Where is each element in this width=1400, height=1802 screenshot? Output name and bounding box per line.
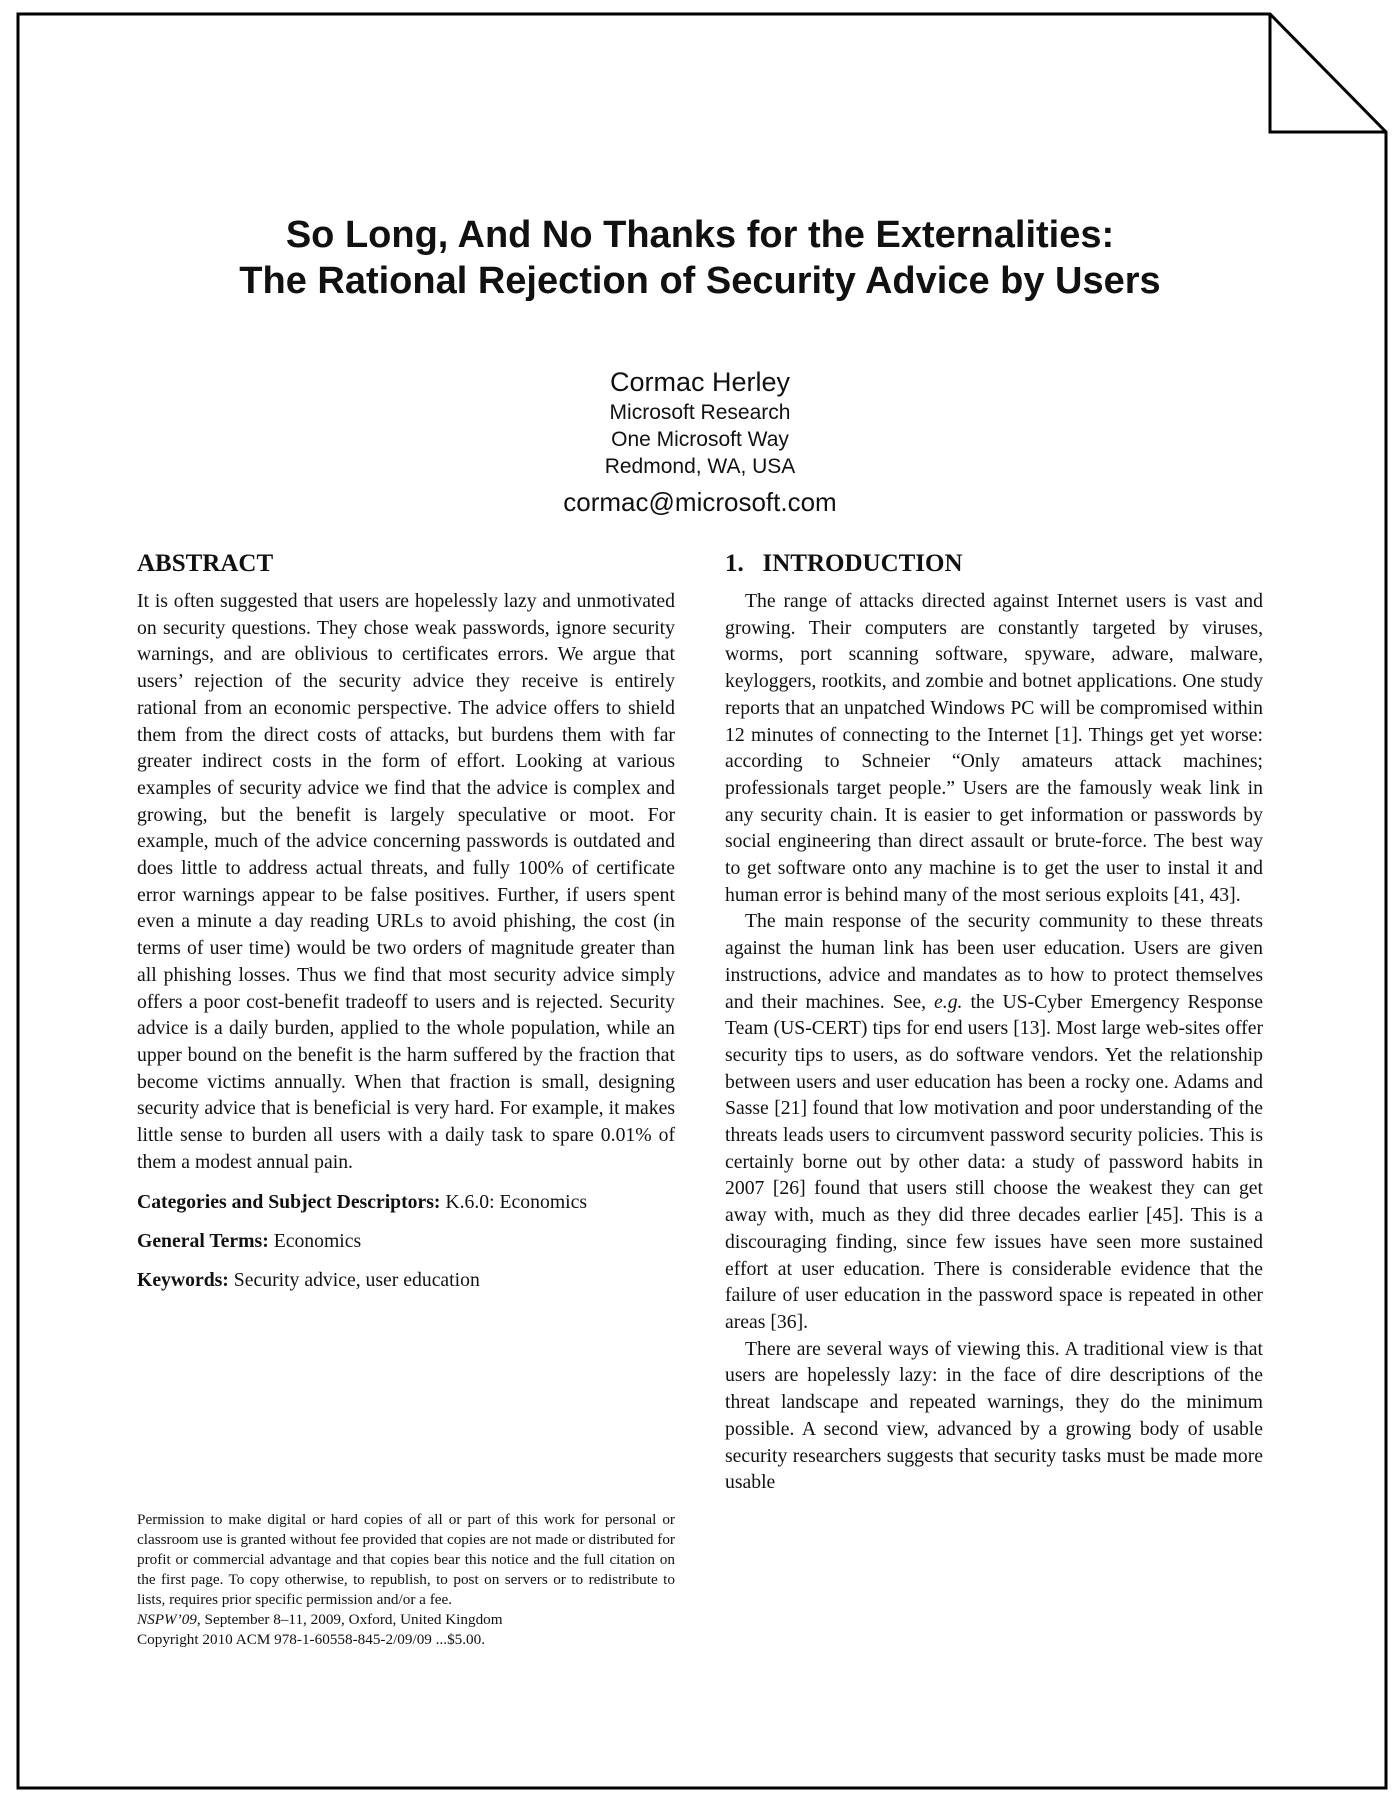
author-email: cormac@microsoft.com xyxy=(563,487,837,517)
general-terms-value: Economics xyxy=(273,1230,362,1253)
author-name: Cormac Herley xyxy=(609,367,791,397)
keywords-line xyxy=(137,1267,675,1294)
title-line-2: The Rational Rejection of Security Advice by Users xyxy=(239,260,1161,302)
author-affiliation-1: Microsoft Research xyxy=(609,401,791,424)
keywords-label: Keywords: xyxy=(137,1268,229,1291)
venue-details: September 8–11, 2009, Oxford, United Kingdom xyxy=(204,1611,503,1628)
general-terms-line xyxy=(137,1228,675,1255)
intro-p2-start: The main response of the security community to these threats against the human link has been user education. Users are given instructions, advice and mandates as to how to protect themselves and their machines. See, xyxy=(725,910,1263,1013)
abstract-text: It is often suggested that users are hopelessly lazy and unmotivated on security questions. They chose weak passwords, ignore security warnings, and are oblivious to certificates errors. We argue that users’ rejection of the security advice they receive is entirely rational from an economic perspective. The advice offers to shield them from the direct costs of attacks, but burdens them with far greater indirect costs in the form of effort. Looking at various examples of security advice we find that the advice is complex and growing, but the benefit is largely speculative or moot. For example, much of the advice concerning passwords is outdated and does little to address actual threats, and fully 100% of certificate error warnings appear to be false positives. Further, if users spent even a minute a day reading URLs to avoid phishing, the cost (in terms of user time) would be two orders of magnitude greater than all phishing losses. Thus we find that most security advice simply offers a poor cost-benefit tradeoff to users and is rejected. Security advice is a daily burden, applied to the whole population, while an upper bound on the benefit is the harm suffered by the fraction that become victims annually. When that fraction is small, designing security advice that is beneficial is very hard. For example, it makes little sense to burden all users with a daily task to spare 0.01% of them a modest annual pain. xyxy=(137,590,675,1173)
left-column xyxy=(137,548,675,1294)
abstract-heading: ABSTRACT xyxy=(137,550,274,577)
categories-label: Categories and Subject Descriptors: xyxy=(137,1191,441,1214)
venue-line xyxy=(137,1610,675,1630)
permission-footnote xyxy=(137,1510,675,1650)
keywords-value: Security advice, user education xyxy=(233,1268,480,1291)
intro-p2-end: the US-Cyber Emergency Response Team (US-CERT) tips for end users [13]. Most large web-sites offer security tips to users, as do software vendors. Yet the relationship between users and user education has been a rocky one. Adams and Sasse [21] found that low motivation and poor understanding of the threats leads users to circumvent password security policies. This is certainly borne out by other data: a study of password habits in 2007 [26] found that users still choose the weakest they can get away with, much as they did three decades earlier [45]. This is a discouraging finding, since few issues have seen more sustained effort at user education. There is considerable evidence that the failure of user education in the password space is repeated in other areas [36]. xyxy=(725,990,1264,1333)
permission-text: Permission to make digital or hard copies of all or part of this work for personal or classroom use is granted without fee provided that copies are not made or distributed for profit or commercial advantage and that copies bear this notice and the full citation on the first page. To copy otherwise, to republish, to post on servers or to redistribute to lists, requires prior specific permission and/or a fee. xyxy=(137,1511,675,1608)
intro-paragraph-3: There are several ways of viewing this. A traditional view is that users are hopelessly lazy: in the face of dire descriptions of the threat landscape and repeated warnings, they do the minimum possible. A second view, advanced by a growing body of usable security researchers suggests that security tasks must be made more usable xyxy=(725,1337,1263,1494)
author-affiliation-3: Redmond, WA, USA xyxy=(604,455,796,478)
copyright-line: Copyright 2010 ACM 978-1-60558-845-2/09/09 ...$5.00. xyxy=(137,1631,486,1648)
categories-value: K.6.0: Economics xyxy=(445,1191,588,1214)
right-column xyxy=(725,548,1263,1496)
intro-paragraph-2 xyxy=(725,908,1263,1335)
intro-p2-eg: e.g. xyxy=(934,990,963,1013)
paper-title xyxy=(140,212,1260,304)
intro-paragraph-1: The range of attacks directed against Internet users is vast and growing. Their computers are constantly targeted by viruses, worms, port scanning software, spyware, adware, malware, keyloggers, rootkits, and zombie and botnet applications. One study reports that an unpatched Windows PC will be compromised within 12 minutes of connecting to the Internet [1]. Things get yet worse: according to Schneier “Only amateurs attack machines; professionals target people.” Users are the famously weak link in any security chain. It is easier to get information or passwords by social engineering than direct assault or brute-force. The best way to get software onto any machine is to get the user to instal it and human error is behind many of the most serious exploits [41, 43]. xyxy=(725,590,1263,906)
author-block xyxy=(300,365,1100,520)
general-terms-label: General Terms: xyxy=(137,1230,269,1253)
title-line-1: So Long, And No Thanks for the Externalities: xyxy=(285,214,1115,256)
categories-line xyxy=(137,1189,675,1216)
venue-name: NSPW’09, xyxy=(137,1611,201,1628)
introduction-heading: 1. INTRODUCTION xyxy=(725,550,963,577)
author-affiliation-2: One Microsoft Way xyxy=(611,428,789,451)
